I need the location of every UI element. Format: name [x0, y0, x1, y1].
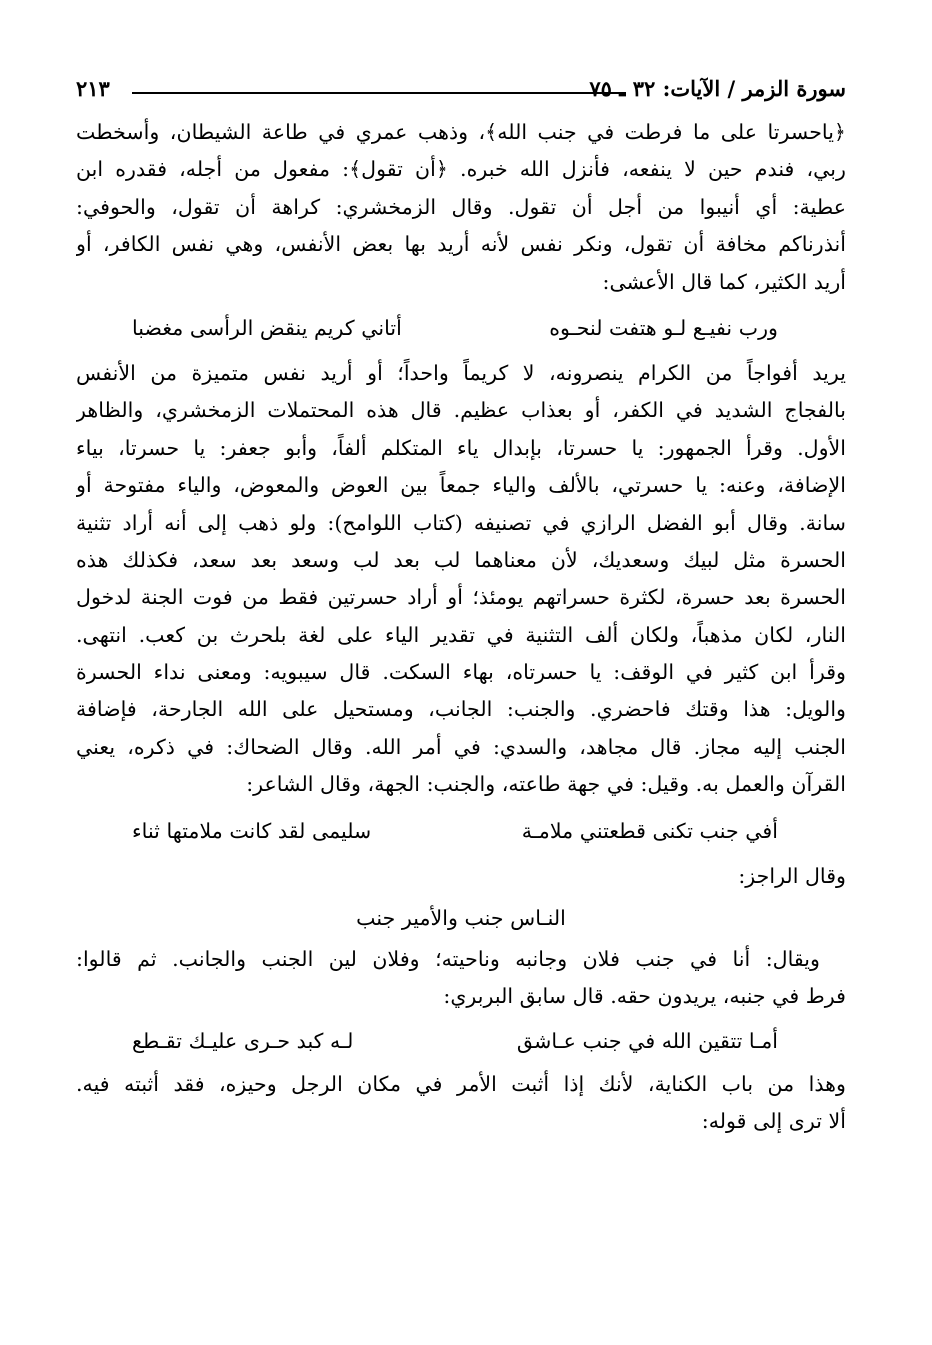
- paragraph-1: [76, 114, 846, 301]
- text-line: سانة. وقال أبو الفضل الرازي في تصنيفه (كتاب اللوامح): ولو ذهب إلى أنه أراد تثنية: [76, 510, 846, 535]
- text-line: ربي، فندم حين لا ينفعه، فأنزل الله خبره. ﴿أن تقول﴾: مفعول من أجله، فقدره ابن: [76, 157, 846, 182]
- text-line: ألا ترى إلى قوله:: [701, 1109, 846, 1134]
- running-header: [76, 70, 846, 114]
- text-line: عطية: أي أنيبوا من أجل أن تقول. وقال الزمخشري: كراهة أن تقول، والحوفي:: [76, 194, 846, 219]
- verse-second-hemistich: أتاني كريم ينقض الرأسى مغضبا: [132, 315, 402, 340]
- page-number: ٢١٣: [76, 76, 110, 101]
- text-line: والويل: هذا وقتك فاحضري. والجنب: الجانب، ومستحيل على الله الجارحة، فإضافة: [76, 697, 846, 722]
- text-line: الأول. وقرأ الجمهور: يا حسرتا، بإبدال ياء المتكلم ألفاً، وأبو جعفر: يا حسرتا، بياء: [76, 435, 846, 460]
- verse-second-hemistich: سليمى لقد كانت ملامتها ثناء: [132, 818, 372, 843]
- poetry-verse-1: [76, 301, 846, 355]
- page: [76, 70, 846, 1310]
- text-line: وقرأ ابن كثير في الوقف: يا حسرتاه، بهاء السكت. قال سيبويه: ومعنى نداء الحسرة: [76, 660, 846, 685]
- verse-first-hemistich: أفي جنب تكنى قطعتني ملامـة: [521, 818, 778, 843]
- text-line: الحسرة مثل لبيك وسعديك، لأن معناهما لب بعد لب وسعد بعد سعد، فكذلك هذه: [76, 547, 846, 572]
- text-line: النار، لكان مذهباً، ولكان ألف التثنية في تقدير الياء على لغة بلحرث بن كعب. انتهى.: [76, 622, 846, 647]
- verse-first-hemistich: ورب نفيـع لـو هتفت لنحـوه: [549, 315, 778, 340]
- text-line: بالفجاج الشديد في الكفر، أو بعذاب عظيم. قال هذه المحتملات الزمخشري، والظاهر: [76, 398, 846, 423]
- text-line: ويقال: أنا في جنب فلان وجانبه وناحيته؛ وفلان لين الجنب والجانب. ثم قالوا:: [76, 947, 820, 972]
- header-rule: [132, 92, 626, 94]
- rajiz-intro: وقال الراجز:: [738, 863, 846, 888]
- rajiz-verse: النـاس جنب والأمير جنب: [356, 906, 566, 931]
- poetry-verse-3: [76, 1016, 846, 1066]
- text-line: يريد أفواجاً من الكرام ينصرونه، لا كريماً واحداً؛ أو أريد نفس متميزة من الأنفس: [76, 360, 846, 385]
- poetry-verse-2: [76, 804, 846, 858]
- paragraph-3: [76, 941, 846, 1016]
- paragraph-4: [76, 1066, 846, 1141]
- text-line: وهذا من باب الكناية، لأنك إذا أثبت الأمر في مكان الرجل وحيزه، فقد أثبته فيه.: [76, 1071, 846, 1096]
- verse-second-hemistich: لـه كبد حـرى عليـك تقـطع: [132, 1028, 354, 1053]
- verse-first-hemistich: أمـا تتقين الله في جنب عـاشق: [516, 1028, 778, 1053]
- paragraph-2: [76, 355, 846, 804]
- text-line: أريد الكثير، كما قال الأعشى:: [602, 269, 846, 294]
- header-title: سورة الزمر / الآيات: ٣٢ ـ ٧٥: [581, 76, 846, 101]
- text-line: ﴿ياحسرتا على ما فرطت في جنب الله﴾، وذهب عمري في طاعة الشيطان، وأسخطت: [76, 120, 846, 144]
- text-line: الإضافة، وعنه: يا حسرتي، بالألف والياء جمعاً بين العوض والمعوض، والياء مفتوحة أو: [76, 473, 846, 498]
- text-line: أنذرناكم مخافة أن تقول، ونكر نفس لأنه أريد بها بعض الأنفس، وهي نفس الكافر، أو: [76, 232, 846, 257]
- text-line: القرآن والعمل به. وقيل: في جهة طاعته، والجنب: الجهة، وقال الشاعر:: [246, 772, 846, 797]
- text-line: فرط في جنبه، يريدون حقه. قال سابق البربري:: [443, 984, 846, 1009]
- text-line: الحسرة بعد حسرة، لكثرة حسراتهم يومئذ؛ أو أراد حسرتين فقط من فوت الجنة لدخول: [76, 585, 846, 610]
- text-line: الجنب إليه مجاز. قال مجاهد، والسدي: في أمر الله. وقال الضحاك: في ذكره، يعني: [76, 734, 846, 759]
